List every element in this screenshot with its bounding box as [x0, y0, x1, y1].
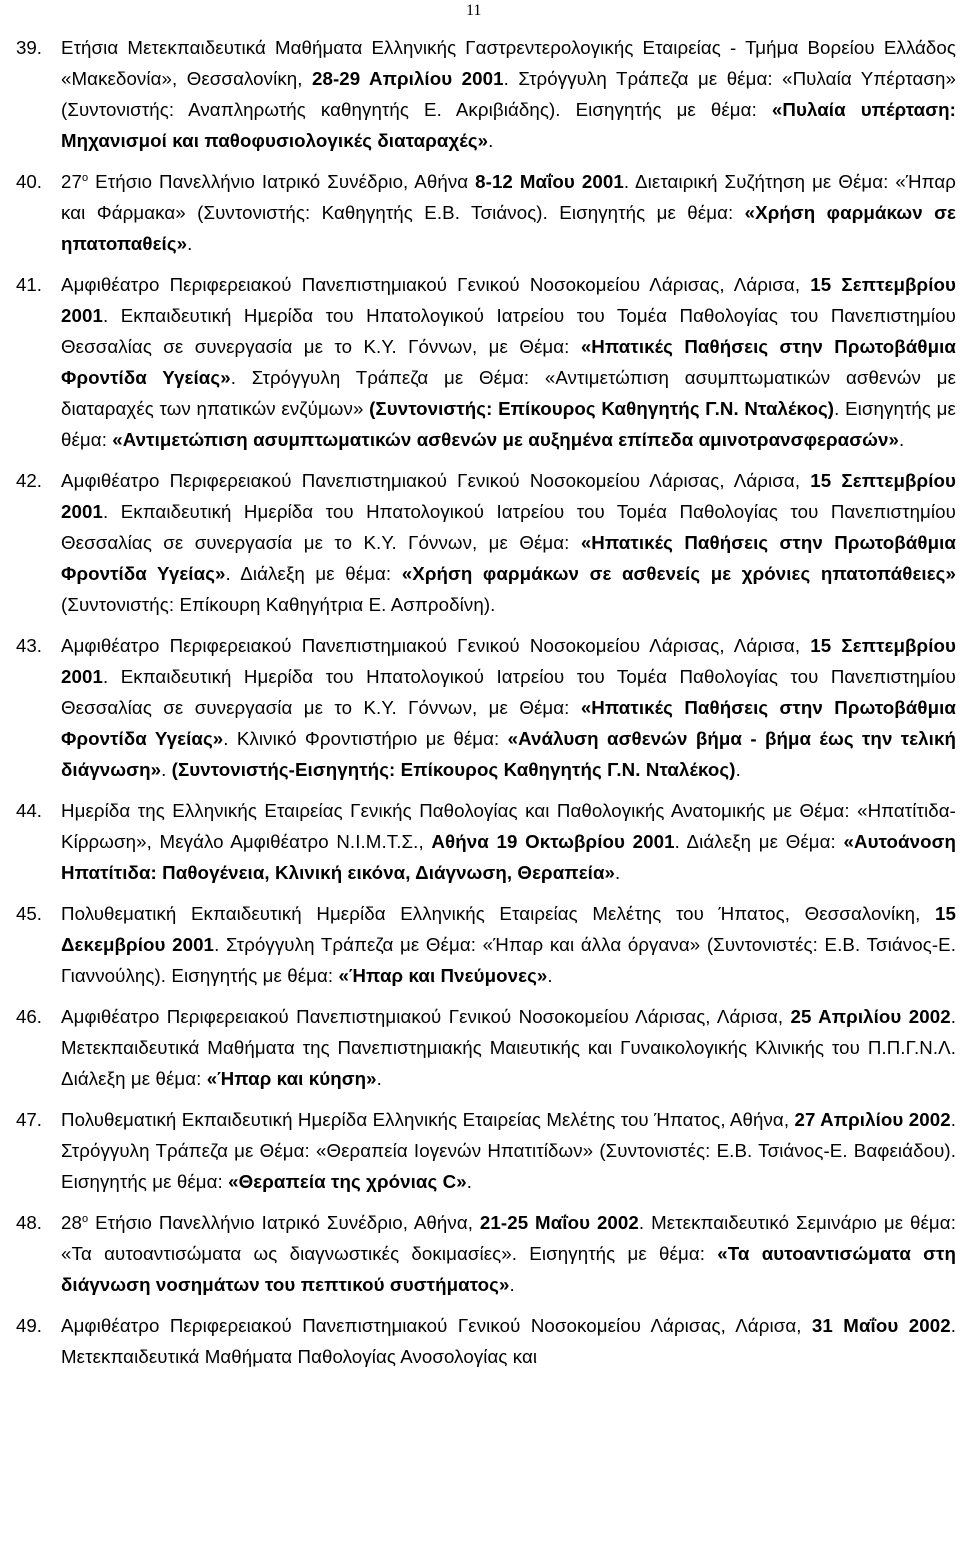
bold-text: «Ηπατικές Παθήσεις στην Πρωτοβάθμια Φροντίδα Υγείας»	[61, 532, 956, 584]
text-run: Ετήσια Μετεκπαιδευτικά Μαθήματα Ελληνικής Γαστρεντερολογικής Εταιρείας - Τμήμα Βορείου Ελλάδος «Μακεδονία», Θεσσαλονίκη,	[61, 37, 956, 89]
entry-number: 40.	[16, 171, 42, 192]
text-run: 28	[61, 1212, 82, 1233]
bold-text: «Χρήση φαρμάκων σε ασθενείς με χρόνιες ηπατοπάθειες»	[401, 563, 956, 584]
text-run: Πολυθεματική Εκπαιδευτική Ημερίδα Ελληνικής Εταιρείας Μελέτης του Ήπατος, Αθήνα,	[61, 1109, 795, 1130]
text-run: .	[735, 759, 741, 780]
text-run: . Κλινικό Φροντιστήριο με θέμα:	[223, 728, 508, 749]
list-item	[16, 898, 956, 991]
text-run: . Στρόγγυλη Τράπεζα με Θέμα: «Αντιμετώπιση ασυμπτωματικών ασθενών με διαταραχές των ηπατικών ενζύμων»	[61, 367, 956, 419]
entry-text	[61, 1104, 956, 1197]
text-run: . Εκπαιδευτική Ημερίδα του Ηπατολογικού Ιατρείου του Τομέα Παθολογίας του Πανεπιστημίου Θεσσαλίας σε συνεργασία με το Κ.Υ. Γόννων, με Θέμα:	[61, 305, 956, 357]
list-item	[16, 1310, 956, 1372]
bold-text: 15 Δεκεμβρίου 2001	[61, 903, 956, 955]
bold-text: «Χρήση φαρμάκων σε ηπατοπαθείς»	[61, 202, 956, 254]
bold-text: «Θεραπεία της χρόνιας C»	[228, 1171, 467, 1192]
text-run: .	[615, 862, 621, 883]
text-run: . Στρόγγυλη Τράπεζα με Θέμα: «Θεραπεία Ιογενών Ηπατιτίδων» (Συντονιστές: Ε.Β. Τσιάνος-Ε. Βαφειάδου). Εισηγητής με θέμα:	[61, 1109, 956, 1192]
entry-text	[61, 465, 956, 620]
bold-text: Αθήνα 19 Οκτωβρίου 2001	[431, 831, 675, 852]
text-run: Ετήσιο Πανελλήνιο Ιατρικό Συνέδριο, Αθήνα	[88, 171, 476, 192]
list-item	[16, 269, 956, 455]
entry-text	[61, 32, 956, 156]
bold-text: (Συντονιστής: Επίκουρος Καθηγητής Γ.Ν. Νταλέκος)	[369, 398, 835, 419]
bold-text: «Αυτοάνοση Ηπατίτιδα: Παθογένεια, Κλινική εικόνα, Διάγνωση, Θεραπεία»	[61, 831, 956, 883]
text-run: .	[899, 429, 905, 450]
bold-text: (Συντονιστής-Εισηγητής: Επίκουρος Καθηγητής Γ.Ν. Νταλέκος)	[171, 759, 736, 780]
bold-text: 25 Απριλίου 2002	[790, 1006, 951, 1027]
text-run: (Συντονιστής: Επίκουρη Καθηγήτρια Ε. Ασπροδίνη).	[61, 594, 496, 615]
entry-text	[61, 1310, 956, 1372]
entry-text	[61, 795, 956, 888]
document-body	[16, 32, 956, 1382]
text-run: . Στρόγγυλη Τράπεζα με θέμα: «Πυλαία Υπέρταση» (Συντονιστής: Αναπληρωτής καθηγητής Ε. Ακριβιάδης). Εισηγητής με θέμα:	[61, 68, 956, 120]
text-run: . Μετεκπαιδευτικό Σεμινάριο με θέμα: «Τα αυτοαντισώματα ως διαγνωστικές δοκιμασίες». Εισηγητής με θέμα:	[61, 1212, 956, 1264]
text-run: .	[187, 233, 193, 254]
entry-text	[61, 1001, 956, 1094]
bold-text: 31 Μαΐου 2002	[811, 1315, 951, 1336]
bold-text: 27 Απριλίου 2002	[794, 1109, 951, 1130]
list-item	[16, 795, 956, 888]
bold-text: «Πυλαία υπέρταση: Μηχανισμοί και παθοφυσιολογικές διαταραχές»	[61, 99, 956, 151]
page-number: 11	[466, 2, 482, 19]
text-run: . Μετεκπαιδευτικά Μαθήματα της Πανεπιστημιακής Μαιευτικής και Γυναικολογικής Κλινικής του Π.Π.Γ.Ν.Λ. Διάλεξη με θέμα:	[61, 1006, 956, 1089]
bold-text: «Ήπαρ και Πνεύμονες»	[338, 965, 548, 986]
text-run: .	[488, 130, 494, 151]
bold-text: 8-12 Μαΐου 2001	[475, 171, 624, 192]
text-run: Αμφιθέατρο Περιφερειακού Πανεπιστημιακού Γενικού Νοσοκομείου Λάρισας, Λάρισα,	[61, 470, 811, 491]
text-run: Αμφιθέατρο Περιφερειακού Πανεπιστημιακού Γενικού Νοσοκομείου Λάρισας, Λάρισα,	[61, 635, 811, 656]
text-run: Ημερίδα της Ελληνικής Εταιρείας Γενικής Παθολογίας και Παθολογικής Ανατομικής με Θέμα: «Ηπατίτιδα-Κίρρωση», Μεγάλο Αμφιθέατρο Ν.Ι.Μ.Τ.Σ.,	[61, 800, 956, 852]
entry-number: 39.	[16, 37, 42, 58]
text-run: Αμφιθέατρο Περιφερειακού Πανεπιστημιακού Γενικού Νοσοκομείου Λάρισας, Λάρισα,	[61, 1315, 812, 1336]
entry-number: 46.	[16, 1006, 42, 1027]
text-run: Αμφιθέατρο Περιφερειακού Πανεπιστημιακού Γενικού Νοσοκομείου Λάρισας, Λάρισα,	[61, 1006, 791, 1027]
entry-number: 48.	[16, 1212, 42, 1233]
text-run: . Εισηγητής με θέμα:	[61, 398, 956, 450]
entry-number: 42.	[16, 470, 42, 491]
text-run: . Στρόγγυλη Τράπεζα με Θέμα: «Ήπαρ και άλλα όργανα» (Συντονιστές: Ε.Β. Τσιάνος-Ε. Γιαννούλης). Εισηγητής με θέμα:	[61, 934, 956, 986]
list-item	[16, 630, 956, 785]
entry-number: 47.	[16, 1109, 42, 1130]
text-run: .	[161, 759, 172, 780]
bold-text: «Ηπατικές Παθήσεις στην Πρωτοβάθμια Φροντίδα Υγείας»	[61, 697, 956, 749]
entry-text	[61, 269, 956, 455]
text-run: .	[466, 1171, 472, 1192]
bold-text: «Αντιμετώπιση ασυμπτωματικών ασθενών με αυξημένα επίπεδα αμινοτρανσφερασών»	[112, 429, 900, 450]
list-item	[16, 166, 956, 259]
text-run: . Διάλεξη με θέμα:	[225, 563, 402, 584]
text-run: Ετήσιο Πανελλήνιο Ιατρικό Συνέδριο, Αθήνα,	[88, 1212, 480, 1233]
ordinal-superscript: ο	[82, 1212, 89, 1225]
list-item	[16, 465, 956, 620]
bold-text: 15 Σεπτεμβρίου 2001	[61, 635, 956, 687]
text-run: . Εκπαιδευτική Ημερίδα του Ηπατολογικού Ιατρείου του Τομέα Παθολογίας του Πανεπιστημίου Θεσσαλίας σε συνεργασία με το Κ.Υ. Γόννων, με Θέμα:	[61, 501, 956, 553]
text-run: . Μετεκπαιδευτικά Μαθήματα Παθολογίας Ανοσολογίας και	[61, 1315, 956, 1367]
text-run: Πολυθεματική Εκπαιδευτική Ημερίδα Ελληνικής Εταιρείας Μελέτης του Ήπατος, Θεσσαλονίκη,	[61, 903, 935, 924]
bold-text: 21-25 Μαΐου 2002	[479, 1212, 639, 1233]
text-run: .	[376, 1068, 382, 1089]
entry-number: 43.	[16, 635, 42, 656]
text-run: . Εκπαιδευτική Ημερίδα του Ηπατολογικού Ιατρείου του Τομέα Παθολογίας του Πανεπιστημίου Θεσσαλίας σε συνεργασία με το Κ.Υ. Γόννων, με Θέμα:	[61, 666, 956, 718]
bold-text: «Ήπαρ και κύηση»	[206, 1068, 377, 1089]
entry-number: 45.	[16, 903, 42, 924]
text-run: .	[509, 1274, 515, 1295]
text-run: .	[547, 965, 553, 986]
entry-text	[61, 166, 956, 259]
bold-text: «Ηπατικές Παθήσεις στην Πρωτοβάθμια Φροντίδα Υγείας»	[61, 336, 956, 388]
entry-number: 44.	[16, 800, 42, 821]
bold-text: 15 Σεπτεμβρίου 2001	[61, 470, 956, 522]
entry-number: 49.	[16, 1315, 42, 1336]
bold-text: 28-29 Απριλίου 2001	[311, 68, 504, 89]
list-item	[16, 32, 956, 156]
list-item	[16, 1001, 956, 1094]
entry-text	[61, 898, 956, 991]
ordinal-superscript: ο	[82, 171, 89, 184]
entry-text	[61, 630, 956, 785]
bold-text: «Τα αυτοαντισώματα στη διάγνωση νοσημάτων του πεπτικού συστήματος»	[61, 1243, 956, 1295]
list-item	[16, 1207, 956, 1300]
bold-text: 15 Σεπτεμβρίου 2001	[61, 274, 956, 326]
text-run: . Διάλεξη με Θέμα:	[674, 831, 844, 852]
text-run: . Διεταιρική Συζήτηση με Θέμα: «Ήπαρ και Φάρμακα» (Συντονιστής: Καθηγητής Ε.Β. Τσιάνος). Εισηγητής με θέμα:	[61, 171, 957, 223]
list-item	[16, 1104, 956, 1197]
entry-number: 41.	[16, 274, 42, 295]
bold-text: «Ανάλυση ασθενών βήμα - βήμα έως την τελική διάγνωση»	[61, 728, 956, 780]
text-run: 27	[61, 171, 82, 192]
entry-text	[61, 1207, 956, 1300]
text-run: Αμφιθέατρο Περιφερειακού Πανεπιστημιακού Γενικού Νοσοκομείου Λάρισας, Λάρισα,	[61, 274, 811, 295]
